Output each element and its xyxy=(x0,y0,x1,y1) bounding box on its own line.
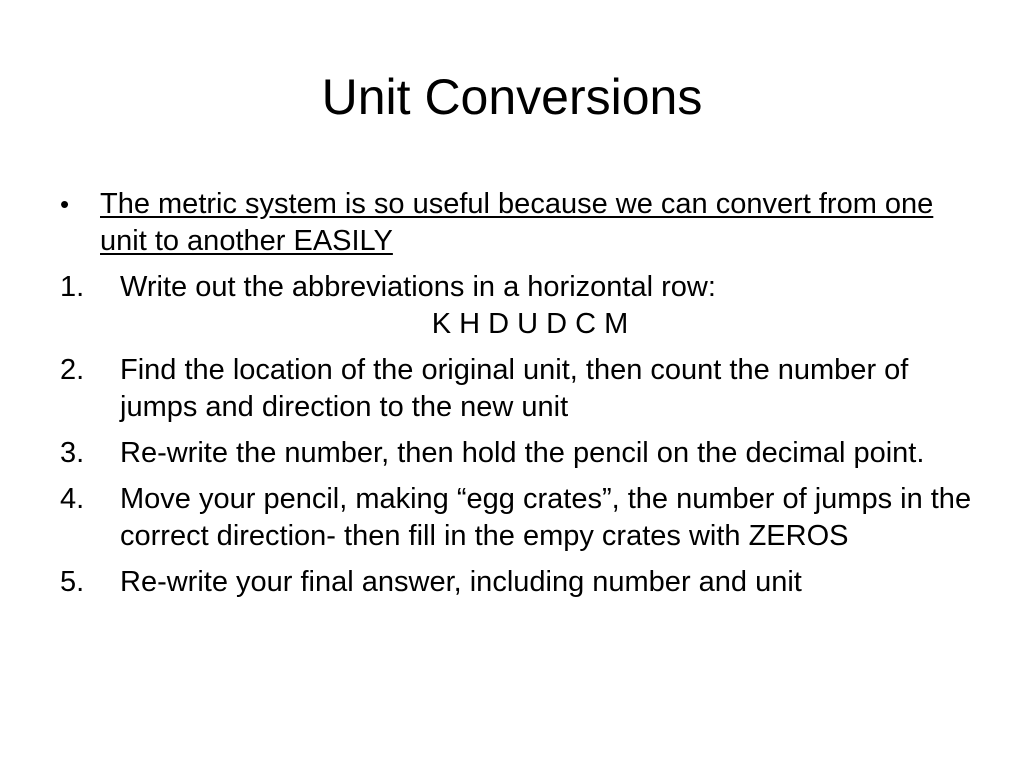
step-text: Re-write the number, then hold the pencil on the decimal point. xyxy=(120,437,925,469)
step-number: 2. xyxy=(60,354,85,386)
step-item-4 xyxy=(60,481,980,555)
slide-content xyxy=(60,186,980,610)
bullet-marker: • xyxy=(60,189,70,219)
step-text xyxy=(120,269,980,343)
step-item-1 xyxy=(60,269,980,343)
step-text: Re-write your final answer, including number and unit xyxy=(120,566,802,598)
step-number: 3. xyxy=(60,437,85,469)
step-item-5 xyxy=(60,564,980,601)
step-number: 4. xyxy=(60,483,85,515)
abbreviation-row: K H D U D C M xyxy=(431,308,629,340)
step-number: 1. xyxy=(60,271,85,303)
slide-title: Unit Conversions xyxy=(321,69,703,125)
bullet-text: The metric system is so useful because we can convert from one unit to another EASILY xyxy=(100,188,934,257)
bullet-item xyxy=(60,186,980,260)
step-text: Find the location of the original unit, then count the number of jumps and direction to the new unit xyxy=(120,354,909,423)
step-item-2 xyxy=(60,352,980,426)
step-text: Move your pencil, making “egg crates”, the number of jumps in the correct direction- then fill in the empy crates with ZEROS xyxy=(120,483,972,552)
step-text-main: Write out the abbreviations in a horizontal row: xyxy=(120,271,716,303)
step-number: 5. xyxy=(60,566,85,598)
step-item-3 xyxy=(60,435,980,472)
